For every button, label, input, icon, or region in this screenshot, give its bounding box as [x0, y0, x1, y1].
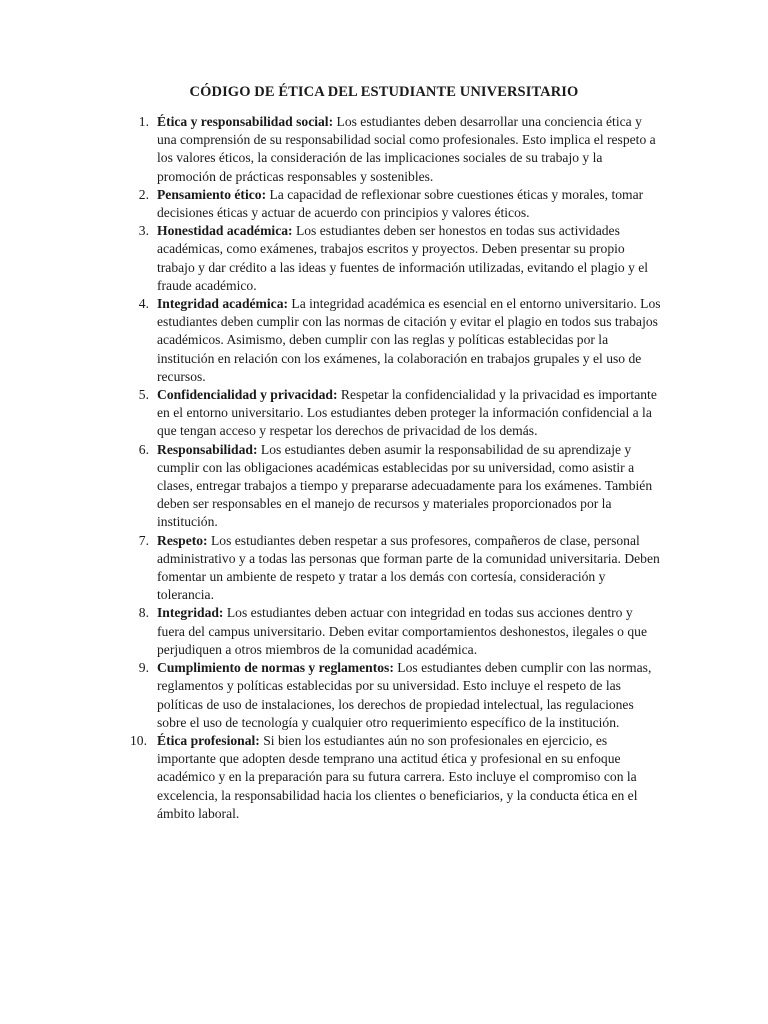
item-text: La capacidad de reflexionar sobre cuestiones éticas y morales, tomar decisiones éticas y actuar de acuerdo con principios y valores éticos.: [157, 186, 644, 221]
item-heading: Honestidad académica:: [157, 223, 296, 239]
item-number: 6.: [138, 441, 149, 457]
item-heading: Integridad académica:: [157, 296, 292, 312]
list-item: [123, 386, 663, 441]
list-item: [123, 222, 663, 295]
item-heading: Integridad:: [157, 605, 227, 621]
item-number: 5.: [138, 387, 149, 403]
list-item: [123, 532, 663, 605]
item-heading: Respeto:: [157, 532, 211, 548]
list-item: [123, 295, 663, 386]
item-number: 7.: [138, 532, 149, 548]
list-item: [123, 186, 663, 222]
item-text: Los estudiantes deben desarrollar una conciencia ética y una comprensión de su responsabilidad social como profesionales. Esto implica el respeto a los valores éticos, la consideración de las implicaciones sociales de su trabajo y la promoción de prácticas responsables y sostenibles.: [157, 114, 656, 184]
item-text: La integridad académica es esencial en el entorno universitario. Los estudiantes deben cumplir con las normas de citación y evitar el plagio en todos sus trabajos académicos. Asimismo, deben cumplir con las reglas y políticas establecidas por la institución en relación con los exámenes, la colaboración en trabajos grupales y el uso de recursos.: [157, 296, 661, 384]
item-text: Los estudiantes deben respetar a sus profesores, compañeros de clase, personal administrativo y a todas las personas que forman parte de la comunidad universitaria. Deben fomentar un ambiente de respeto y tratar a los demás con cortesía, consideración y tolerancia.: [157, 532, 660, 603]
item-heading: Ética profesional:: [157, 732, 264, 748]
item-text: Si bien los estudiantes aún no son profesionales en ejercicio, es importante que adopten desde temprano una actitud ética y profesional en su enfoque académico y en la preparación para su futura carrera. Esto incluye el compromiso con la excelencia, la responsabilidad hacia los clientes o beneficiarios, y la conducta ética en el ámbito laboral.: [157, 732, 638, 821]
item-heading: Cumplimiento de normas y reglamentos:: [157, 660, 398, 676]
item-number: 1.: [138, 114, 149, 129]
list-item: [123, 441, 663, 532]
list-item: [123, 659, 663, 732]
ethics-code-list: [123, 113, 663, 823]
list-item: [123, 113, 663, 186]
item-number: 8.: [138, 605, 149, 621]
document-title: CÓDIGO DE ÉTICA DEL ESTUDIANTE UNIVERSITARIO: [189, 84, 579, 100]
list-item: [123, 604, 663, 659]
item-number: 2.: [138, 186, 149, 202]
item-number: 4.: [138, 296, 149, 312]
item-number: 9.: [138, 660, 149, 676]
item-text: Los estudiantes deben actuar con integridad en todas sus acciones dentro y fuera del campus universitario. Deben evitar comportamientos deshonestos, ilegales o que perjudiquen a otros miembros de la comunidad académica.: [157, 605, 647, 657]
item-heading: Ética y responsabilidad social:: [157, 114, 337, 129]
item-text: Los estudiantes deben cumplir con las normas, reglamentos y políticas establecidas por su universidad. Esto incluye el respeto de las políticas de uso de instalaciones, los derechos de propiedad intelectual, las regulaciones sobre el uso de tecnología y cualquier otro requerimiento específico de la institución.: [157, 660, 652, 730]
list-item: [123, 732, 663, 823]
item-number: 3.: [138, 223, 149, 239]
item-heading: Confidencialidad y privacidad:: [157, 387, 341, 403]
item-text: Respetar la confidencialidad y la privacidad es importante en el entorno universitario. Los estudiantes deben proteger la información confidencial a la que tengan acceso y respetar los derechos de privacidad de los demás.: [157, 387, 657, 439]
item-heading: Pensamiento ético:: [157, 186, 270, 202]
item-text: Los estudiantes deben ser honestos en todas sus actividades académicas, como exámenes, trabajos escritos y proyectos. Deben presentar su propio trabajo y dar crédito a las ideas y fuentes de información utilizadas, evitando el plagio y el fraude académico.: [157, 223, 649, 293]
item-text: Los estudiantes deben asumir la responsabilidad de su aprendizaje y cumplir con las obligaciones académicas establecidas por su universidad, como asistir a clases, entregar trabajos a tiempo y prepararse adecuadamente para los exámenes. También deben ser responsables en el manejo de recursos y materiales proporcionados por la institución.: [157, 441, 653, 530]
item-number: 10.: [130, 732, 147, 748]
item-heading: Responsabilidad:: [157, 441, 261, 457]
